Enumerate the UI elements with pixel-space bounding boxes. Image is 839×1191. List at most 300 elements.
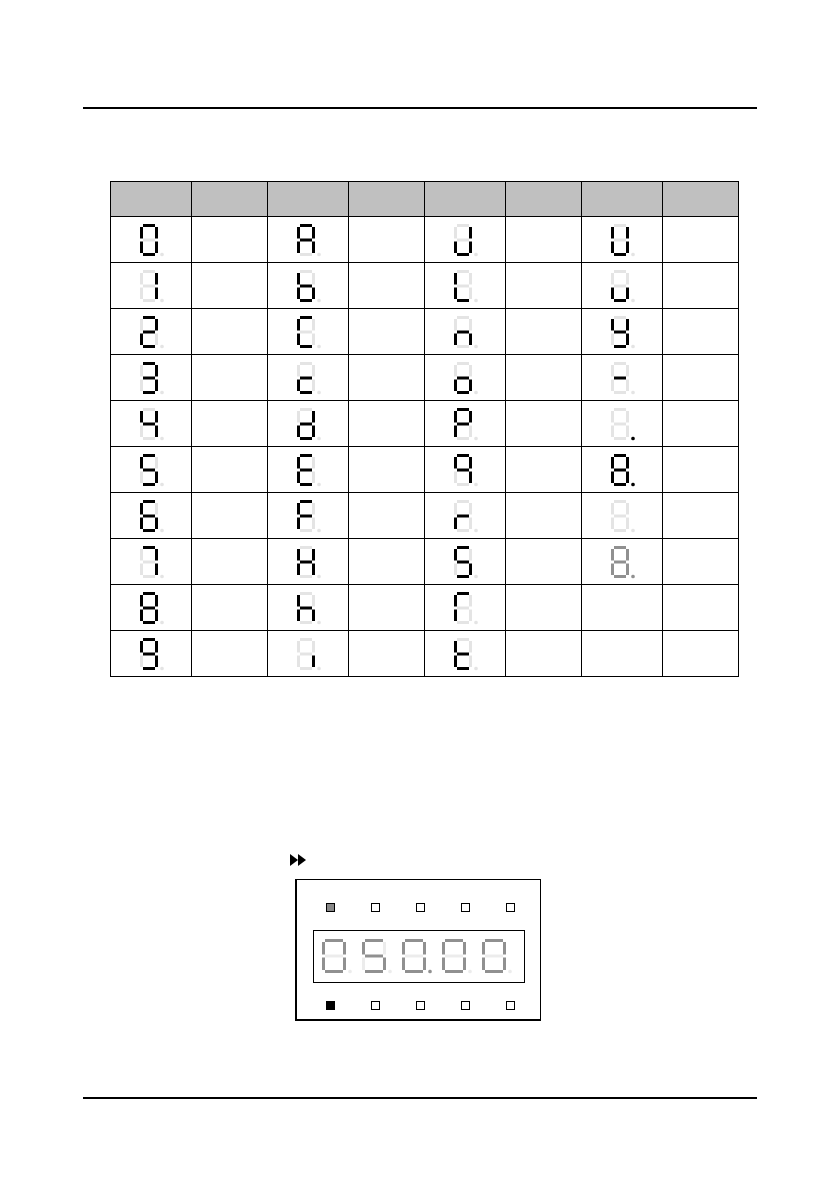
description-cell [663,263,739,309]
description-cell [349,401,425,447]
header-cell [663,182,739,217]
segment-e [140,609,143,621]
segment-a [143,546,155,549]
segment-f [297,503,300,515]
segment-c [469,287,472,299]
segment-e [140,333,143,345]
segment-g [143,330,155,333]
segment-b [626,319,629,331]
segment-a [445,939,463,942]
segment-g [457,422,469,425]
segment-c [312,609,315,621]
segment-d [365,970,383,973]
symbol-cell [268,401,349,447]
digit-glyph [611,362,635,394]
segment-b [626,365,629,377]
digit-glyph [140,408,164,440]
segment-c [343,958,346,971]
symbol-cell [268,355,349,401]
symbol-cell [425,263,506,309]
digit-glyph [454,316,478,348]
digit-glyph [297,454,321,486]
symbol-cell [268,585,349,631]
segment-f [611,549,614,561]
segment-a [300,270,312,273]
digit-glyph [297,362,321,394]
segment-e [611,471,614,483]
segment-a [457,224,469,227]
seven-segment-digit [448,314,482,350]
table-row [111,631,739,677]
symbol-cell [425,631,506,677]
segment-d [143,667,155,670]
keypad-display-panel [295,879,541,1021]
decimal-point [317,252,321,256]
digit-glyph [454,408,478,440]
segment-f [322,942,325,955]
readout-digit [442,939,472,973]
segment-g [614,284,626,287]
table-row [111,309,739,355]
decimal-point [631,298,635,302]
segment-f [611,457,614,469]
segment-d [300,621,312,624]
segment-a [143,270,155,273]
segment-e [140,425,143,437]
segment-b [155,227,158,239]
segment-c [155,563,158,575]
segment-f [297,641,300,653]
description-cell [349,355,425,401]
table-header-row [111,182,739,217]
seven-segment-digit [134,544,168,580]
segment-d [614,391,626,394]
segment-a [614,316,626,319]
header-rule [83,107,757,109]
decimal-point [474,436,478,440]
segment-d [300,299,312,302]
segment-b [312,365,315,377]
segment-a [485,939,503,942]
segment-d [457,575,469,578]
segment-b [155,457,158,469]
decimal-point [317,390,321,394]
decimal-point [631,252,635,256]
seven-segment-digit [448,498,482,534]
indicator-led [461,1001,470,1010]
segment-e [454,609,457,621]
segment-b [312,457,315,469]
description-cell [663,217,739,263]
seven-segment-digit [605,268,639,304]
segment-d [143,621,155,624]
seven-segment-digit [291,590,325,626]
segment-b [626,411,629,423]
table-row [111,585,739,631]
segment-g [143,606,155,609]
segment-e [454,471,457,483]
decimal-point [508,970,512,974]
segment-c [469,471,472,483]
decimal-point [474,252,478,256]
decimal-point [160,298,164,302]
segment-b [469,457,472,469]
segment-f [482,942,485,955]
symbol-cell [425,355,506,401]
segment-a [457,500,469,503]
seven-segment-digit [291,544,325,580]
segment-f [140,457,143,469]
symbol-cell [582,631,663,677]
segment-a [457,316,469,319]
segment-a [365,939,383,942]
digit-glyph [454,362,478,394]
seven-segment-digit [134,268,168,304]
segment-g [300,238,312,241]
segment-d [614,253,626,256]
seven-segment-digit [134,360,168,396]
segment-a [457,454,469,457]
seven-segment-digit [134,590,168,626]
segment-b [626,503,629,515]
digit-glyph [140,270,164,302]
segment-d [614,345,626,348]
digit-glyph [454,224,478,256]
segment-g [405,955,423,958]
segment-c [155,241,158,253]
seven-segment-digit [134,222,168,258]
footer-rule [83,1097,757,1099]
segment-e [454,655,457,667]
segment-d [614,437,626,440]
segment-c [469,379,472,391]
decimal-point [160,252,164,256]
decimal-point [160,482,164,486]
decimal-point [160,344,164,348]
seven-segment-digit [134,636,168,672]
description-cell [663,493,739,539]
table-body [111,217,739,677]
decimal-point [428,970,432,974]
segment-c [155,609,158,621]
digit-glyph [140,362,164,394]
fast-forward-icon [289,853,309,867]
symbol-cell [425,493,506,539]
segment-c [383,958,386,971]
segment-f [140,595,143,607]
segment-b [626,549,629,561]
segment-d [325,970,343,973]
segment-d [614,575,626,578]
table-row [111,493,739,539]
segment-c [312,287,315,299]
segment-e [454,563,457,575]
decimal-point [160,666,164,670]
segment-a [300,316,312,319]
seven-segment-digit [605,452,639,488]
segment-e [297,471,300,483]
segment-a [300,500,312,503]
segment-f [402,942,405,955]
readout-digit [482,939,512,973]
symbol-cell [268,493,349,539]
segment-e [140,563,143,575]
segment-e [140,471,143,483]
segment-d [485,970,503,973]
segment-b [626,273,629,285]
segment-e [297,609,300,621]
segment-d [457,529,469,532]
segment-b [469,503,472,515]
segment-f [454,319,457,331]
segment-b [423,942,426,955]
segment-e [297,563,300,575]
segment-b [155,549,158,561]
segment-d [457,483,469,486]
decimal-point [474,390,478,394]
symbol-cell [111,355,192,401]
segment-a [300,546,312,549]
segment-a [405,939,423,942]
segment-c [626,471,629,483]
segment-a [143,500,155,503]
segment-c [312,471,315,483]
segment-g [485,955,503,958]
segment-g [457,284,469,287]
segment-c [469,241,472,253]
digit-glyph [297,592,321,624]
table-row [111,263,739,309]
segment-c [155,333,158,345]
segment-d [300,437,312,440]
description-cell [506,309,582,355]
decimal-point [474,344,478,348]
description-cell [349,631,425,677]
digit-glyph [297,224,321,256]
symbol-cell [111,217,192,263]
segment-g [143,514,155,517]
segment-e [297,379,300,391]
symbol-cell [268,447,349,493]
seven-segment-digit [291,222,325,258]
readout-digit [322,939,352,973]
segment-c [469,517,472,529]
description-cell [192,539,268,585]
digit-glyph [140,454,164,486]
segment-d [457,621,469,624]
segment-f [297,457,300,469]
segment-e [322,958,325,971]
segment-f [454,457,457,469]
seven-segment-digit [134,406,168,442]
segment-e [611,333,614,345]
segment-b [626,227,629,239]
segment-b [469,641,472,653]
segment-g [300,606,312,609]
symbol-cell [582,309,663,355]
segment-d [143,345,155,348]
description-cell [192,309,268,355]
segment-b [469,227,472,239]
symbol-cell [268,539,349,585]
symbol-cell [111,309,192,355]
segment-g [457,330,469,333]
description-cell [663,539,739,585]
seven-segment-digit [448,590,482,626]
digit-glyph [140,224,164,256]
segment-c [469,609,472,621]
segment-g [614,376,626,379]
segment-e [140,287,143,299]
digit-glyph [297,316,321,348]
seven-segment-digit [605,360,639,396]
description-cell [506,539,582,585]
segment-d [457,253,469,256]
segment-d [300,529,312,532]
decimal-point [388,970,392,974]
description-cell [506,631,582,677]
digit-glyph [611,316,635,348]
segment-f [297,411,300,423]
segment-c [626,563,629,575]
segment-a [614,546,626,549]
segment-g [143,468,155,471]
seven-segment-digit [448,222,482,258]
segment-f [611,273,614,285]
digit-glyph [454,454,478,486]
segment-d [143,253,155,256]
segment-c [503,958,506,971]
description-cell [663,585,739,631]
segment-c [626,517,629,529]
segment-b [312,273,315,285]
symbol-cell [582,217,663,263]
segment-g [457,606,469,609]
description-cell [192,217,268,263]
segment-a [300,224,312,227]
digit-glyph [297,408,321,440]
description-cell [192,631,268,677]
seven-segment-digit [291,406,325,442]
symbol-cell [111,539,192,585]
description-cell [349,263,425,309]
header-cell [268,182,349,217]
segment-e [362,958,365,971]
segment-c [312,563,315,575]
segment-c [155,425,158,437]
description-cell [506,447,582,493]
segment-c [155,655,158,667]
segment-a [300,362,312,365]
description-cell [663,355,739,401]
segment-d [300,667,312,670]
segment-f [297,365,300,377]
seven-segment-digit [448,268,482,304]
segment-d [457,299,469,302]
segment-f [140,549,143,561]
digit-glyph [454,500,478,532]
segment-f [297,549,300,561]
segment-f [140,227,143,239]
segment-e [297,517,300,529]
segment-g [325,955,343,958]
symbol-cell [111,631,192,677]
segment-g [300,514,312,517]
seven-segment-digit [448,406,482,442]
decimal-point [468,970,472,974]
segment-c [312,425,315,437]
digit-glyph [454,546,478,578]
symbol-cell [268,631,349,677]
segment-g [614,238,626,241]
segment-g [300,330,312,333]
segment-c [469,333,472,345]
segment-e [297,425,300,437]
segment-c [312,655,315,667]
segment-g [457,376,469,379]
decimal-point [317,344,321,348]
digit-glyph [297,270,321,302]
segment-b [343,942,346,955]
description-cell [192,585,268,631]
segment-a [457,638,469,641]
segment-d [614,483,626,486]
segment-a [143,224,155,227]
segment-c [155,517,158,529]
segment-e [454,241,457,253]
decimal-point [317,528,321,532]
segment-g [300,284,312,287]
segment-g [457,514,469,517]
description-cell [349,447,425,493]
seven-segment-digit [605,544,639,580]
description-cell [349,309,425,355]
seven-segment-digit [291,636,325,672]
seven-segment-digit [291,452,325,488]
symbol-cell [582,585,663,631]
segment-e [402,958,405,971]
symbol-cell [582,539,663,585]
segment-f [611,227,614,239]
segment-g [457,238,469,241]
segment-c [155,287,158,299]
segment-g [143,284,155,287]
segment-c [469,655,472,667]
segment-f [140,411,143,423]
seven-segment-digit [134,452,168,488]
segment-b [312,319,315,331]
segment-b [469,595,472,607]
description-cell [192,401,268,447]
decimal-point [160,574,164,578]
segment-a [614,500,626,503]
description-cell [663,631,739,677]
description-cell [506,263,582,309]
indicator-led [326,903,335,912]
segment-e [454,333,457,345]
segment-d [300,391,312,394]
segment-e [140,655,143,667]
decimal-point [317,436,321,440]
segment-c [469,563,472,575]
symbol-cell [425,447,506,493]
segment-a [300,638,312,641]
readout-digit [402,939,432,973]
symbol-cell [268,217,349,263]
digit-glyph [140,592,164,624]
description-cell [349,539,425,585]
segment-f [454,641,457,653]
